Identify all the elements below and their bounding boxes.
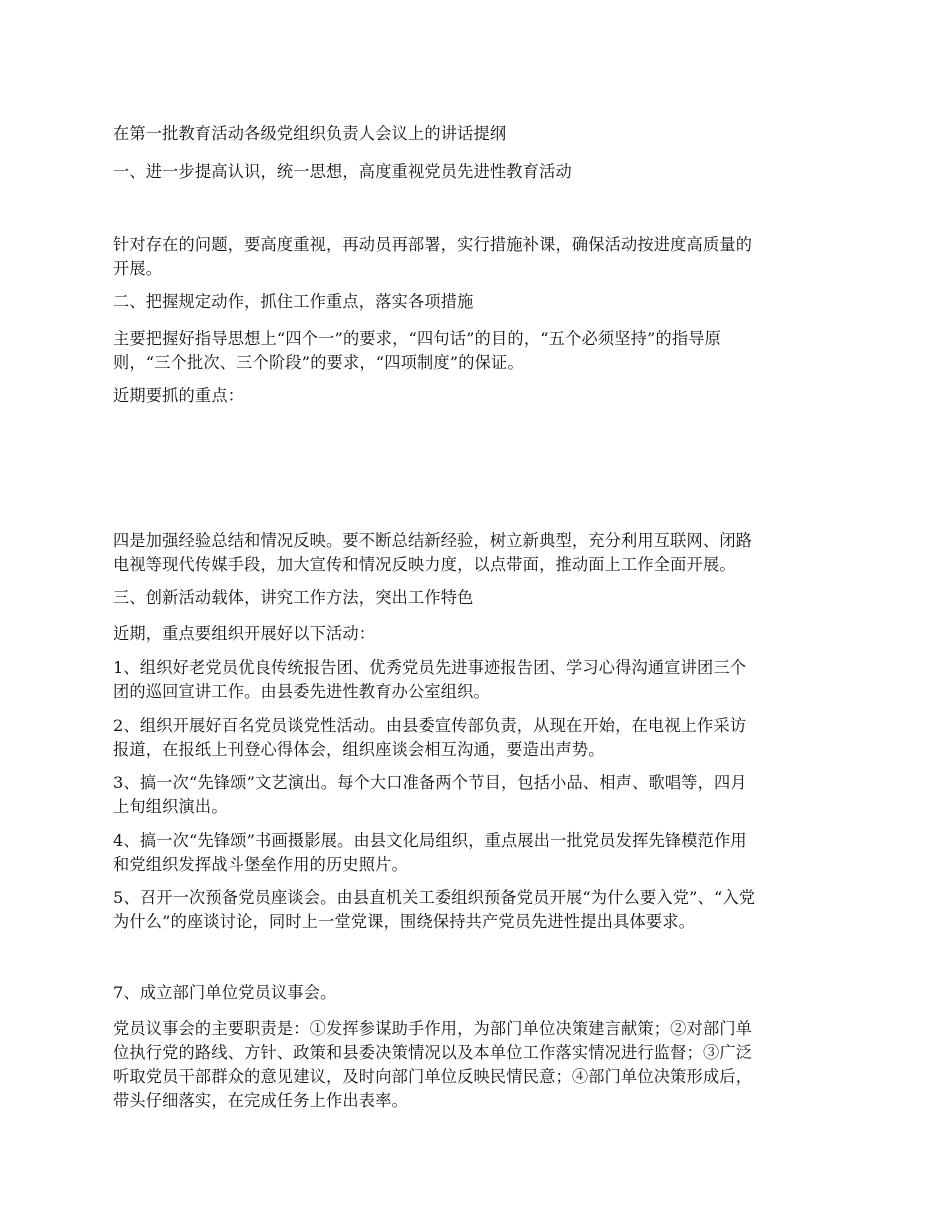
paragraph-6-line-2: 位执行党的路线、方针、政策和县委决策情况以及本单位工作落实情况进行监督；③广泛 [113, 1043, 753, 1062]
list-item-4-line-1: 4、搞一次“先锋颂”书画摄影展。由县文化局组织，重点展出一批党员发挥先锋模范作用 [113, 831, 747, 850]
section-2-heading [113, 290, 843, 314]
list-item-3-line-1: 3、搞一次“先锋颂”文艺演出。每个大口准备两个节目，包括小品、相声、歌唱等，四月 [113, 773, 747, 792]
section-3-heading [113, 586, 843, 610]
list-item-4-line-2: 和党组织发挥战斗堡垒作用的历史照片。 [113, 855, 408, 874]
paragraph-2-line-2: 则，“三个批次、三个阶段”的要求，“四项制度”的保证。 [113, 353, 524, 372]
paragraph-1-line-1: 针对存在的问题，要高度重视，再动员再部署，实行措施补课，确保活动按进度高质量的 [113, 235, 753, 254]
list-item-5 [113, 886, 843, 934]
list-item-7 [113, 981, 843, 1005]
paragraph-5-text: 近期，重点要组织开展好以下活动： [113, 624, 376, 643]
paragraph-6-line-4: 带头仔细落实，在完成任务上作出表率。 [113, 1091, 408, 1110]
list-item-5-line-2: 为什么”的座谈讨论，同时上一堂党课，围绕保持共产党员先进性提出具体要求。 [113, 912, 696, 931]
section-1-heading-text: 一、进一步提高认识，统一思想，高度重视党员先进性教育活动 [113, 162, 572, 181]
paragraph-5 [113, 622, 843, 646]
document-title-text: 在第一批教育活动各级党组织负责人会议上的讲话提纲 [113, 124, 507, 143]
section-1-heading [113, 160, 843, 184]
list-item-5-line-1: 5、召开一次预备党员座谈会。由县直机关工委组织预备党员开展“为什么要入党”、“入党 [113, 888, 756, 907]
paragraph-1 [113, 233, 843, 281]
paragraph-1-line-2: 开展。 [113, 259, 163, 278]
list-item-1-line-2: 团的巡回宣讲工作。由县委先进性教育办公室组织。 [113, 682, 490, 701]
list-item-4 [113, 829, 843, 877]
list-item-1 [113, 656, 843, 704]
paragraph-6-line-1: 党员议事会的主要职责是：①发挥参谋助手作用，为部门单位决策建言献策；②对部门单 [113, 1019, 753, 1038]
paragraph-4-line-1: 四是加强经验总结和情况反映。要不断总结新经验，树立新典型，充分利用互联网、闭路 [113, 531, 753, 550]
list-item-3-line-2: 上旬组织演出。 [113, 797, 228, 816]
list-item-2 [113, 714, 843, 762]
paragraph-2-line-1: 主要把握好指导思想上“四个一”的要求，“四句话”的目的，“五个必须坚持”的指导原 [113, 329, 722, 348]
section-2-heading-text: 二、把握规定动作，抓住工作重点，落实各项措施 [113, 292, 474, 311]
list-item-2-line-1: 2、组织开展好百名党员谈党性活动。由县委宣传部负责，从现在开始，在电视上作采访 [113, 716, 747, 735]
section-3-heading-text: 三、创新活动载体，讲究工作方法，突出工作特色 [113, 588, 474, 607]
paragraph-4 [113, 529, 843, 577]
paragraph-2 [113, 327, 843, 375]
list-item-1-line-1: 1、组织好老党员优良传统报告团、优秀党员先进事迹报告团、学习心得沟通宣讲团三个 [113, 658, 747, 677]
paragraph-6-line-3: 听取党员干部群众的意见建议，及时向部门单位反映民情民意；④部门单位决策形成后， [113, 1067, 753, 1086]
paragraph-3-text: 近期要抓的重点： [113, 386, 245, 405]
list-item-3 [113, 771, 843, 819]
paragraph-3 [113, 384, 843, 408]
document-title [113, 122, 843, 146]
paragraph-6 [113, 1017, 843, 1113]
paragraph-4-line-2: 电视等现代传媒手段，加大宣传和情况反映力度，以点带面，推动面上工作全面开展。 [113, 555, 736, 574]
list-item-7-text: 7、成立部门单位党员议事会。 [113, 983, 337, 1002]
list-item-2-line-2: 报道，在报纸上刊登心得体会，组织座谈会相互沟通，要造出声势。 [113, 740, 605, 759]
